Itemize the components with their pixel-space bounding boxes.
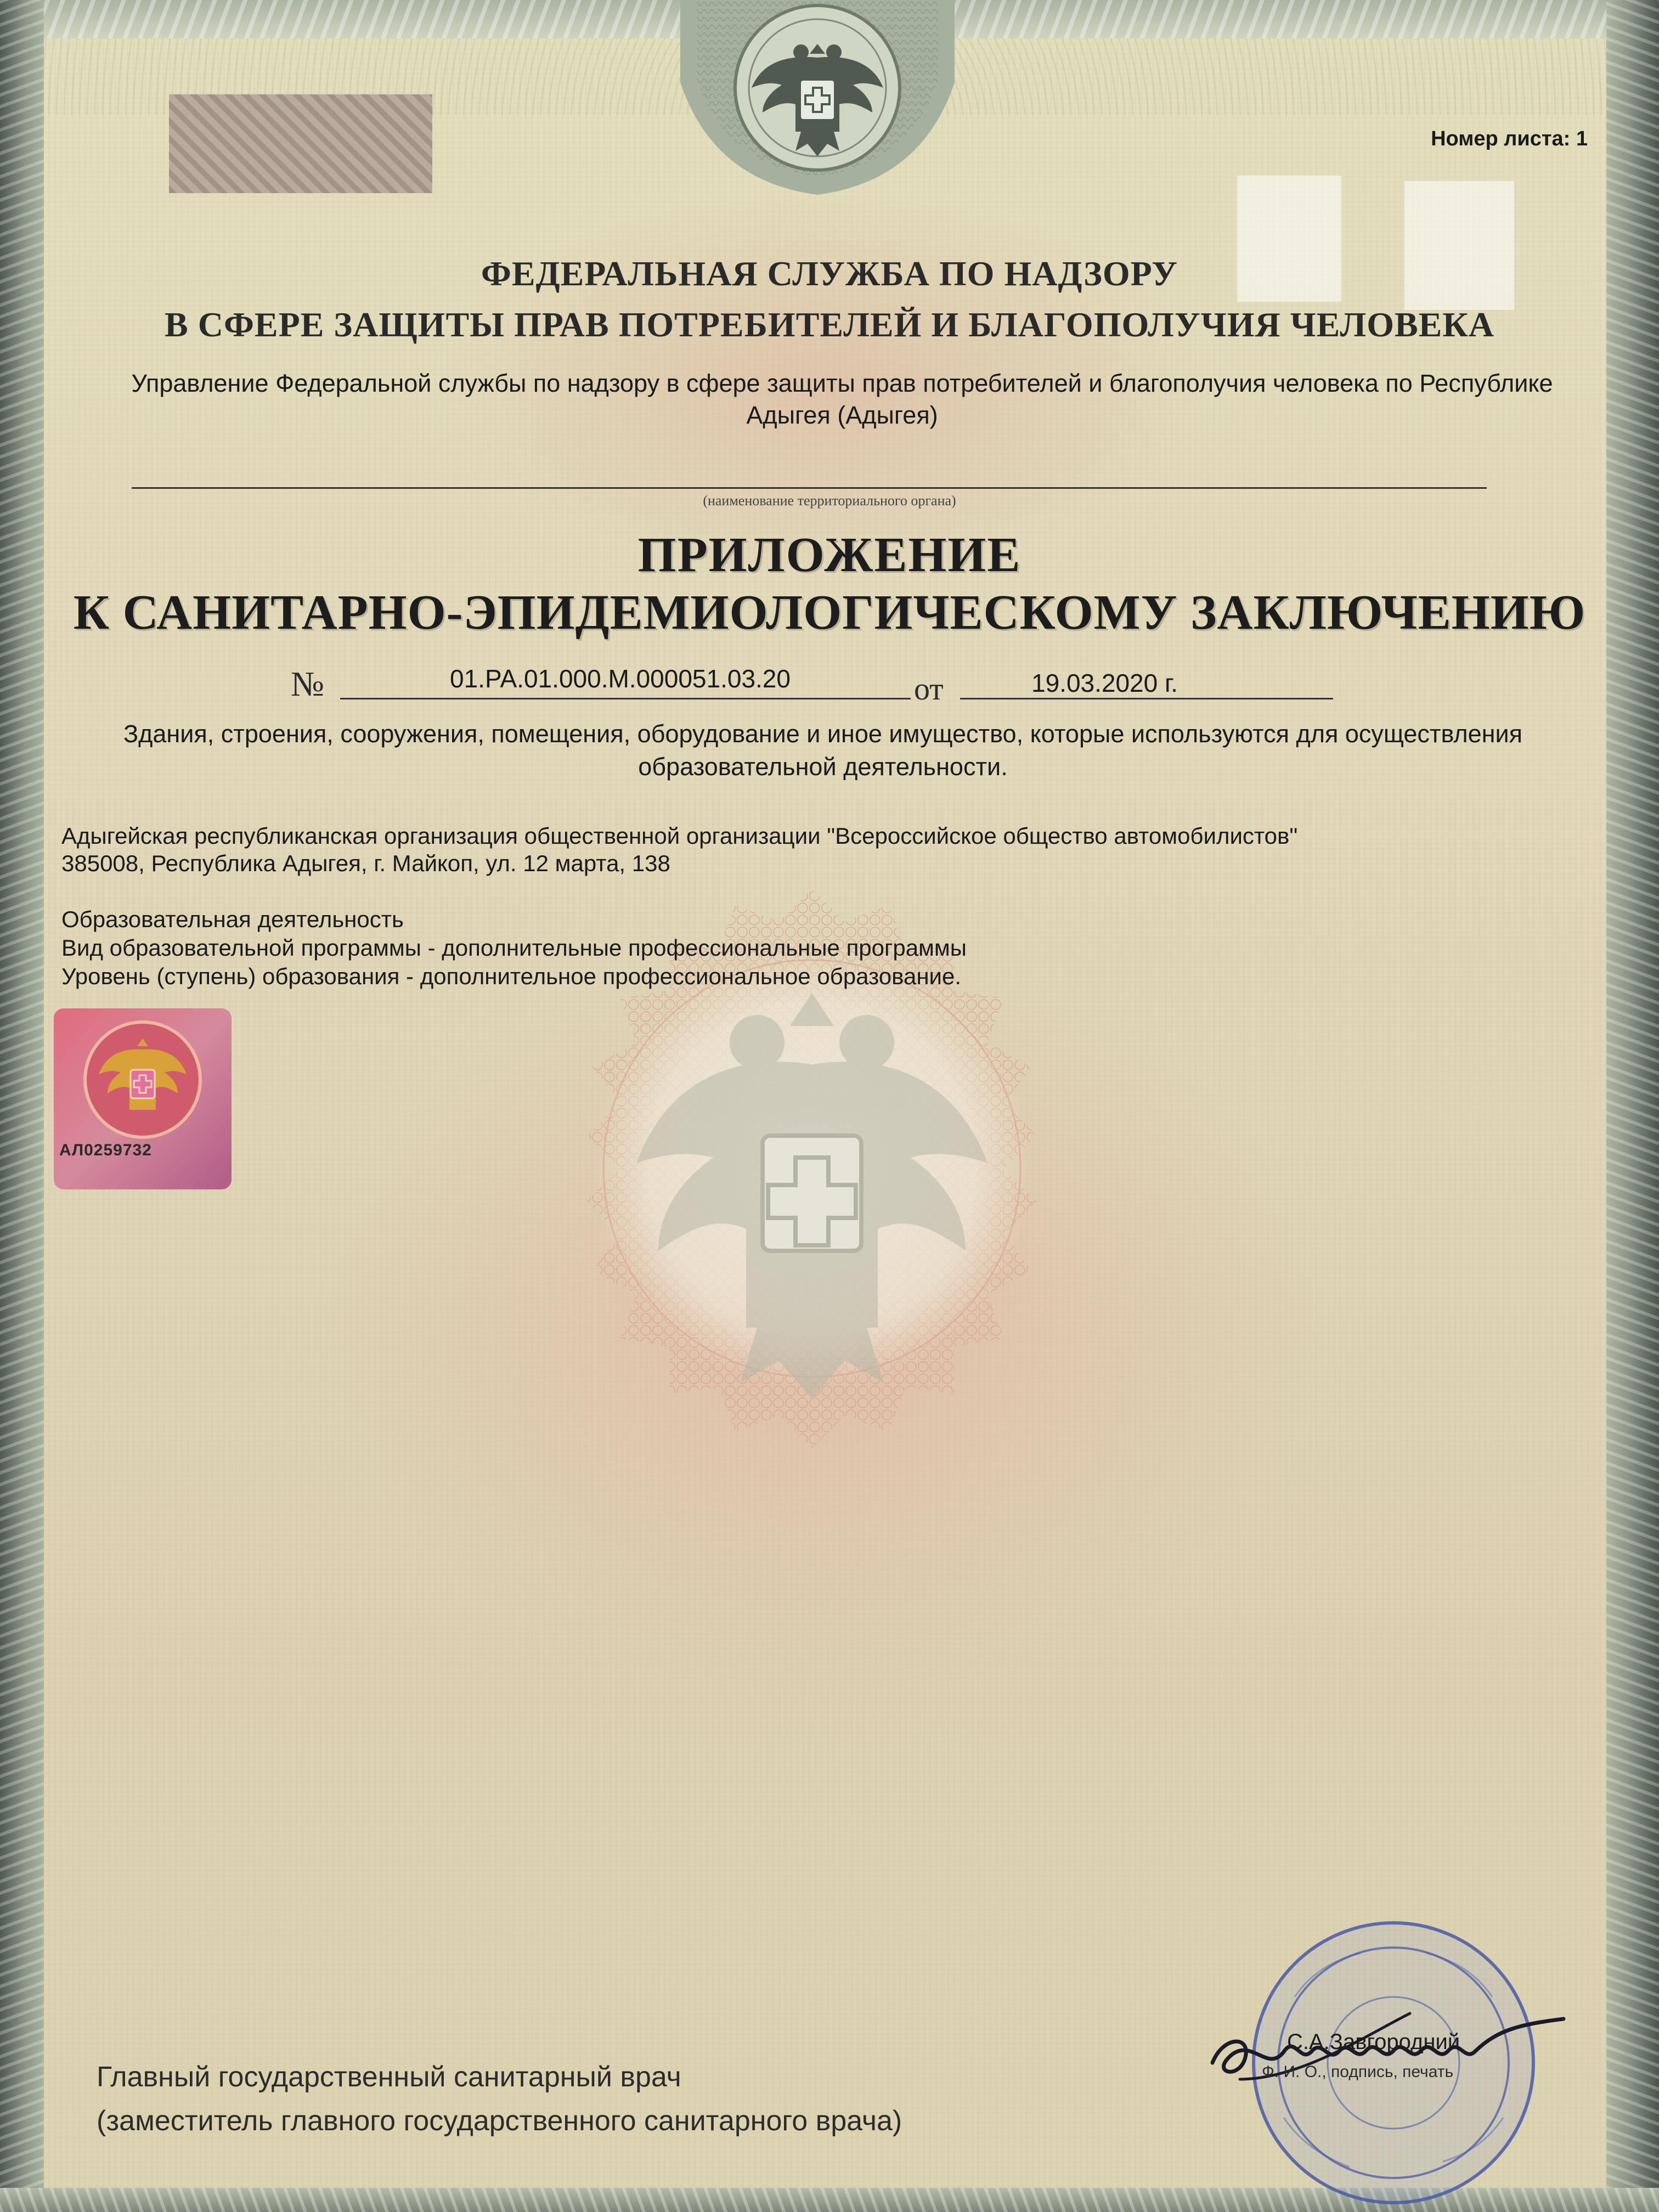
redacted-area: [169, 94, 432, 193]
signature-caption: Ф. И. О., подпись, печать: [1262, 2063, 1454, 2081]
organization-address: 385008, Республика Адыгея, г. Майкоп, ул. 12 марта, 138: [61, 850, 670, 876]
number-underline: [340, 698, 911, 699]
education-level: Уровень (ступень) образования - дополнительное профессиональное образование.: [61, 963, 962, 989]
date-label: от: [914, 671, 944, 707]
deputy-doctor-title: (заместитель главного государственного санитарного врача): [97, 2105, 902, 2137]
department-caption: (наименование территориального органа): [703, 493, 956, 509]
signer-name: С.А.Завгородний: [1287, 2030, 1460, 2054]
territorial-department: Управление Федеральной службы по надзору в сфере защиты прав потребителей и благополучия человека по Республике Адыгея (Адыгея): [131, 369, 1553, 429]
top-emblem-icon: [664, 0, 971, 198]
agency-name-line1: ФЕДЕРАЛЬНАЯ СЛУЖБА ПО НАДЗОРУ: [481, 254, 1178, 293]
number-label: №: [291, 664, 325, 703]
document-title-line2: К САНИТАРНО-ЭПИДЕМИОЛОГИЧЕСКОМУ ЗАКЛЮЧЕНИЮ: [73, 585, 1586, 640]
conclusion-date: 19.03.2020 г.: [1031, 669, 1178, 697]
agency-name-line2: В СФЕРЕ ЗАЩИТЫ ПРАВ ПОТРЕБИТЕЛЕЙ И БЛАГОПОЛУЧИЯ ЧЕЛОВЕКА: [165, 305, 1494, 344]
date-underline: [960, 698, 1333, 699]
activity-type: Образовательная деятельность: [61, 906, 404, 932]
document-title-line1: ПРИЛОЖЕНИЕ: [637, 528, 1022, 582]
program-type: Вид образовательной программы - дополнительные профессиональные программы: [61, 935, 967, 961]
object-description: Здания, строения, сооружения, помещения, оборудование и иное имущество, которые используются для осуществления образовательной деятельности.: [123, 720, 1523, 781]
hologram-code: АЛ0259732: [59, 1141, 152, 1159]
hologram-sticker-icon: [54, 1008, 232, 1189]
conclusion-number: 01.РА.01.000.М.000051.03.20: [450, 664, 791, 693]
organization-name: Адыгейская республиканская организация общественной организации "Всероссийское общество автомобилистов": [61, 823, 1298, 849]
department-underline: [132, 487, 1487, 489]
chief-doctor-title: Главный государственный санитарный врач: [97, 2061, 681, 2093]
sheet-number: Номер листа: 1: [1431, 127, 1588, 150]
